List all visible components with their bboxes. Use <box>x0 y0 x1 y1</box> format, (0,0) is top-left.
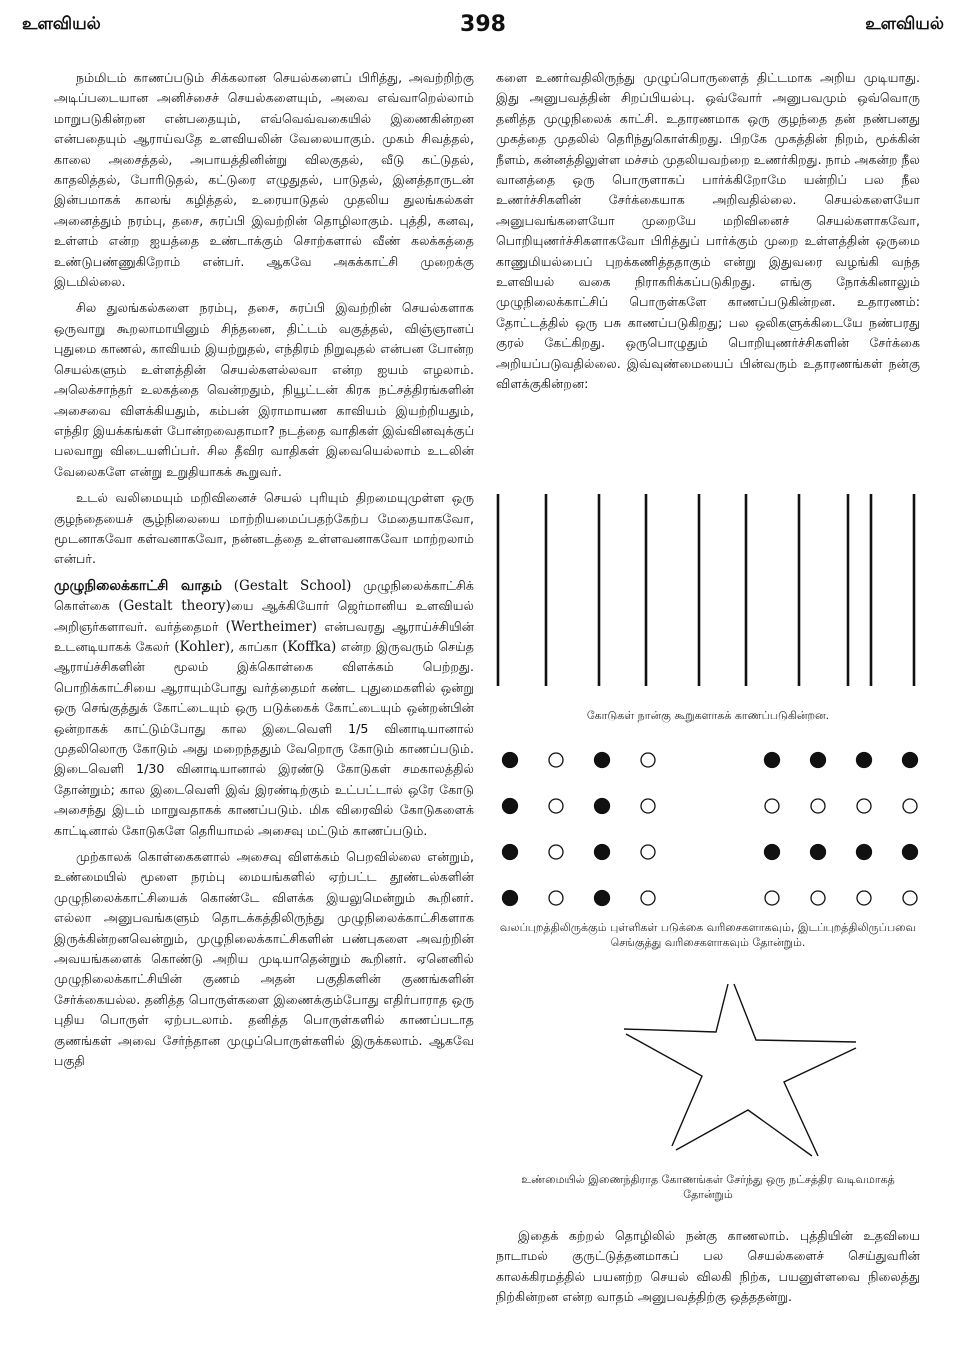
latin-term: (Kohler), <box>174 638 235 655</box>
right-grid-open-dot <box>857 799 871 813</box>
left-grid-open-dot <box>641 753 655 767</box>
star-angle <box>784 1048 856 1156</box>
left-grid-open-dot <box>641 799 655 813</box>
left-grid-open-dot <box>641 891 655 905</box>
left-grid-open-dot <box>641 845 655 859</box>
left-grid-open-dot <box>549 799 563 813</box>
left-grid-open-dot <box>549 845 563 859</box>
latin-term: (Wertheimer) <box>225 618 317 635</box>
left-grid-filled-dot <box>503 891 518 906</box>
gestalt-section <box>54 576 474 841</box>
text-run: என்பவரது ஆராய்ச்சியின் உடனடியாகக் கேலர் <box>54 618 474 654</box>
paragraph: உடல் வலிமையும் மறிவினைச் செயல் புரியும் திறமையுமுள்ள ஒரு குழந்தையைச் சூழ்நிலையை மாற்றியமைப்பதற்கேற்ப மேதையாகவோ, மூடனாகவோ கள்வனாகவோ, நன்னடத்தை உள்ளவனாகவோ மாற்றலாம் என்பர். <box>54 490 474 567</box>
paragraph: களை உணர்வதிலிருந்து முழுப்பொருளைத் திட்டமாக அறிய முடியாது. இது அனுபவத்தின் சிறப்பியல்பு. ஒவ்வோர் அனுபவமும் ஒவ்வொரு தனித்த முழுநிலைக் காட்சி. உதாரணமாக ஒரு குழந்தை தன் நண்பனது முகத்தை முதலில் தெரிந்துகொள்கிறது. பிறகே முகத்தின் நிறம், மூக்கின் நீளம், கன்னத்திலுள்ள மச்சம் முதலியவற்றை உணர்கிறது. நாம் அகன்ற நீல வானத்தை ஒரு பொருளாகப் பார்க்கிறோமே யன்றிப் பல நீல உணர்ச்சிகளின் சேர்க்கையாக அறிவதில்லை. செயல்களையோ அனுபவங்களையோ முறையே மறிவினைச் செயல்களாகவோ, பொறியுணர்ச்சிகளாகவோ பிரித்துப் பார்க்கும் முறை உள்ளத்தின் ஒருமை காணுமியல்பைப் புறக்கணித்ததாகும் என்று இதுவரை வழங்கி வந்த உளவியல் வகை நிராகரிக்கப்படுகிறது. எங்கு நோக்கினாலும் முழுநிலைக்காட்சிப் பொருள்களே காணப்படுகின்றன. உதாரணம்: தோட்டத்தில் ஒரு பசு காணப்படுகிறது; பல ஒலிகளுக்கிடையே நண்பரது குரல் கேட்கிறது. ஒருபொழுதும் பொறியுணர்ச்சிகளின் சேர்க்கை அறியப்படுவதில்லை. இவ்வுண்மையைப் பின்வரும் உதாரணங்கள் நன்கு விளக்குகின்றன: <box>496 70 920 392</box>
vertical-lines-graphic <box>496 490 920 700</box>
figure-star <box>496 976 920 1202</box>
star-angle <box>734 984 856 1042</box>
dot-grid-graphic <box>496 748 920 914</box>
right-grid-filled-dot <box>811 845 826 860</box>
right-grid-open-dot <box>903 799 917 813</box>
section-heading-latin: (Gestalt School) <box>233 577 352 594</box>
text-run: யை ஆக்கியோர் ஜெர்மானிய உளவியல் அறிஞர்களாவர். வர்த்தைமர் <box>54 598 474 634</box>
right-grid-open-dot <box>765 891 779 905</box>
right-grid-filled-dot <box>903 845 918 860</box>
right-grid-filled-dot <box>765 845 780 860</box>
latin-term: (Gestalt theory) <box>118 598 231 615</box>
right-grid-open-dot <box>811 891 825 905</box>
section-heading: முழுநிலைக்காட்சி வாதம் <box>54 577 223 594</box>
figure-dots <box>496 748 920 950</box>
paragraph: சில துலங்கல்களை நரம்பு, தசை, சுரப்பி இவற்றின் செயல்களாக ஒருவாறு கூறலாமாயினும் சிந்தனை, திட்டம் வகுத்தல், விஞ்ஞானப் புதுமை காணல், காவியம் இயற்றுதல், எந்திரம் நிறுவுதல் என்பன போன்ற செயல்களும் உள்ளத்தின் செயல்களல்லவா என்ற ஐயம் எழலாம். அலெக்சாந்தர் உலகத்தை வென்றதும், நியூட்டன் கிரக நட்சத்திரங்களின் அசைவை விளக்கியதும், கம்பன் இராமாயண காவியம் இயற்றியதும், எந்திர இயக்கங்கள் போன்றவைதாமா? நடத்தை வாதிகள் இவ்வினவுக்குப் பலவாறு விடையளிப்பர். சில தீவிர வாதிகள் இவையெல்லாம் உடலின் வேலைகளே என்று உறுதியாகக் கூறுவர். <box>54 300 474 479</box>
right-grid-open-dot <box>765 799 779 813</box>
star-angle <box>626 1034 702 1146</box>
right-grid-filled-dot <box>903 753 918 768</box>
left-grid-open-dot <box>549 891 563 905</box>
text-run: என்ற இருவரும் செய்த ஆராய்ச்சிகளின் மூலம் இக்கொள்கை விளக்கம் பெற்றது. பொறிக்காட்சியை ஆராயும்போது வர்த்தைமர் கண்ட புதுமைகளில் ஒன்று ஒரு செங்குத்துக் கோட்டையும் ஒரு படுக்கைக் கோட்டையும் ஒன்றன்பின் ஒன்றாகக் காட்டும்போது கால இடைவெளி 1/5 வினாடியானால் முதலிலொரு கோடும் அது மறைந்ததும் வேறொரு கோடும் காணப்படும். இடைவெளி 1/30 வினாடியானால் இரண்டு கோடுகள் சமகாலத்தில் தோன்றும்; கால இடைவெளி இவ் இரண்டிற்கும் உட்பட்டால் ஒரே கோடு அசைந்து இடம் மாறுவதாகக் காணப்படும். மிக விரைவில் கோடுகளைக் காட்டினால் கோடுகளே தெரியாமல் அசைவு மட்டும் காணப்படும். <box>54 638 474 838</box>
right-grid-filled-dot <box>857 845 872 860</box>
figure-caption: வலப்புறத்திலிருக்கும் புள்ளிகள் படுக்கை வரிசைகளாகவும், இடப்புறத்திலிருப்பவை செங்குத்து வரிசைகளாகவும் தோன்றும். <box>499 921 917 949</box>
paragraph: இதைக் கற்றல் தொழிலில் நன்கு காணலாம். புத்தியின் உதவியை நாடாமல் குருட்டுத்தனமாகப் பல செயல்களைச் செய்துவரின் காலக்கிரமத்தில் பயனற்ற செயல் விலகி நிற்க, பயனுள்ளவை நிலைத்து நிற்கின்றன என்ற வாதம் அனுபவத்திற்கு ஒத்ததன்று. <box>496 1228 920 1305</box>
left-grid-filled-dot <box>595 891 610 906</box>
left-column <box>54 68 474 1072</box>
latin-term: (Koffka) <box>282 638 337 655</box>
right-grid-open-dot <box>811 799 825 813</box>
figure-lines <box>496 490 920 723</box>
right-grid-filled-dot <box>857 753 872 768</box>
left-grid-filled-dot <box>595 799 610 814</box>
right-grid-open-dot <box>903 891 917 905</box>
page-number: 398 <box>460 12 506 37</box>
left-grid-filled-dot <box>595 845 610 860</box>
right-grid-open-dot <box>857 891 871 905</box>
left-grid-filled-dot <box>503 845 518 860</box>
left-grid-filled-dot <box>595 753 610 768</box>
left-grid-filled-dot <box>503 753 518 768</box>
left-grid-filled-dot <box>503 799 518 814</box>
right-column <box>496 68 920 395</box>
paragraph: நம்மிடம் காணப்படும் சிக்கலான செயல்களைப் பிரித்து, அவற்றிற்கு அடிப்படையான அனிச்சைச் செயல்களையும், அவை எவ்வாறெல்லாம் மாறுபடுகின்றன என்பதையும், எவ்வெவ்வகையில் இணைகின்றன என்பதையும் ஆராய்வதே உளவியலின் வேலையாகும். முகம் சிவத்தல், காலை அசைத்தல், அபாயத்தினின்று விலகுதல், வீடு கட்டுதல், காதலித்தல், போரிடுதல், கட்டுரை எழுதுதல், பாடுதல், இனத்தாருடன் இன்பமாகக் காலங் கழித்தல், உரையாடுதல் முதலிய துலங்கல்கள் அனைத்தும் நரம்பு, தசை, சுரப்பி இவற்றின் தொழிலாகும். புத்தி, கனவு, உள்ளம் என்ற ஐயத்தை உண்டாக்கும் சொற்களால் வீண் கலக்கத்தை உண்டுபண்ணுகிறோம் என்பர். ஆகவே அகக்காட்சி முறைக்கு இடமில்லை. <box>54 70 474 290</box>
figure-caption: கோடுகள் நான்கு கூறுகளாகக் காணப்படுகின்றன. <box>586 709 830 722</box>
right-column-end <box>496 1226 920 1308</box>
running-head-right: உளவியல் <box>865 14 944 34</box>
star-angle <box>676 1110 812 1156</box>
figure-caption: உண்மையில் இணைந்திராத கோணங்கள் சேர்ந்து ஒரு நட்சத்திர வடிவமாகத் தோன்றும் <box>521 1173 895 1201</box>
right-grid-filled-dot <box>765 753 780 768</box>
right-grid-filled-dot <box>811 753 826 768</box>
left-grid-open-dot <box>549 753 563 767</box>
text-run: முழுநிலைக்காட்சிக் கொள்கை <box>54 577 474 614</box>
text-run: காப்கா <box>238 638 278 654</box>
star-graphic <box>496 976 920 1166</box>
running-head-left: உளவியல் <box>22 14 101 34</box>
paragraph: முற்காலக் கொள்கைகளால் அசைவு விளக்கம் பெறவில்லை என்றும், உண்மையில் மூளை நரம்பு மையங்களில் ஏற்பட்ட தூண்டல்களின் முழுநிலைக்காட்சியைக் கொண்டே விளக்க இயலுமென்றும் கூறினர். எல்லா அனுபவங்களும் தொடக்கத்திலிருந்து முழுநிலைக்காட்சிகளாக இருக்கின்றனவென்றும், முழுநிலைக்காட்சிகளின் பண்புகளை அவற்றின் அவயங்களைக் கொண்டு அறிய முடியாதென்றும் கூறினர். ஏனெனில் முழுநிலைக்காட்சியின் குணம் அதன் பகுதிகளின் குணங்களின் சேர்க்கையல்ல. தனித்த பொருள்களை இணைக்கும்போது எதிர்பாராத ஒரு புதிய பொருள் ஏற்படலாம். தனித்த பொருள்களில் காணப்படாத குணங்கள் அவை சேர்ந்தான முழுப்பொருள்களில் இருக்கலாம். ஆகவே பகுதி <box>54 849 474 1069</box>
star-angle <box>624 984 728 1032</box>
